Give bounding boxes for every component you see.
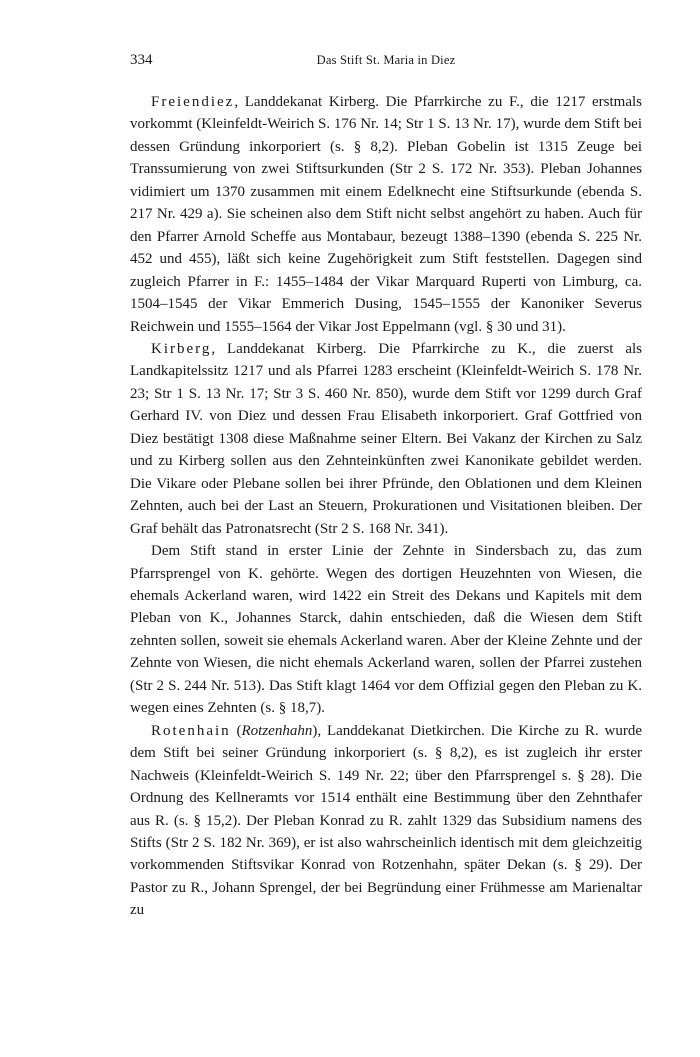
running-title: Das Stift St. Maria in Diez [316,53,456,67]
paragraph-text: , Landdekanat Dietkirchen. Die Kirche zu R. wurde dem Stift bei seiner Gründung inkorporiert (s. § 8,2), es ist zugleich ihr erster Nachweis (Kleinfeldt-Weirich S. 149 Nr. 22; über den Pfarrsprengel s. § 28). Die Ordnung des Kellneramts vor 1514 enthält eine Bestimmung über den Zehnthafer aus R. (s. § 15,2). Der Pleban Konrad zu R. zahlt 1329 das Subsidium namens des Stifts (Str 2 S. 182 Nr. 369), er ist also wahrscheinlich identisch mit dem gleichzeitig vorkommenden Stiftsvikar Konrad von Rotzenhahn, später Dekan (s. § 29). Der Pastor zu R., Johann Sprengel, der bei Begründung einer Frühmesse am Marienaltar zu [130,722,642,919]
variant-name-rotzenhahn: Rotzenhahn [241,722,313,739]
place-name-kirberg: Kirberg [151,340,212,357]
variant-open: ( [230,722,242,739]
body-text [130,91,642,922]
paragraph-text: , Landdekanat Kirberg. Die Pfarrkirche zu K., die zuerst als Landkapitelssitz 1217 und als Pfarrei 1283 erscheint (Kleinfeldt-Weirich S. 178 Nr. 23; Str 1 S. 13 Nr. 17; Str 3 S. 460 Nr. 850), wurde dem Stift vor 1299 durch Graf Gerhard IV. von Diez und dessen Frau Elisabeth inkorporiert. Graf Gottfried von Diez bestätigt 1308 diese Maßnahme seiner Eltern. Bei Vakanz der Kirchen zu Salz und zu Kirberg sollen aus den Zehnteinkünften zwei Kanonikate gebildet werden. Die Vikare oder Plebane sollen bei ihrer Pfründe, den Oblationen und dem Kleinen Zehnten, auch bei der Last an Steuern, Prokurationen und Visitationen bleiben. Der Graf behält das Patronatsrecht (Str 2 S. 168 Nr. 341). [130,340,642,537]
page-number: 334 [130,52,153,68]
paragraph-kirberg [130,338,642,540]
paragraph-sindersbach [130,540,642,720]
page-header [130,52,642,74]
paragraph-text: , Landdekanat Kirberg. Die Pfarrkirche zu F., die 1217 erstmals vorkommt (Kleinfeldt-Weirich S. 176 Nr. 14; Str 1 S. 13 Nr. 17), wurde dem Stift bei dessen Gründung inkorporiert (s. § 8,2). Pleban Gobelin ist 1315 Zeuge bei Transsumierung von zwei Stiftsurkunden (Str 2 S. 172 Nr. 353). Pleban Johannes vidimiert um 1370 zusammen mit einem Edelknecht eine Stiftsurkunde (ebenda S. 217 Nr. 429 a). Sie scheinen also dem Stift nicht selbst angehört zu haben. Auch für den Pfarrer Arnold Scheffe aus Montabaur, bezeugt 1388–1390 (ebenda S. 225 Nr. 452 und 455), läßt sich keine Zugehörigkeit zum Stift feststellen. Dagegen sind zugleich Pfarrer in F.: 1455–1484 der Vikar Marquard Ruperti von Limburg, ca. 1504–1545 der Vikar Emmerich Dusing, 1545–1555 der Kanoniker Severus Reichwein und 1555–1564 der Vikar Jost Eppelmann (vgl. § 30 und 31). [130,94,642,335]
paragraph-text: Dem Stift stand in erster Linie der Zehnte in Sindersbach zu, das zum Pfarrsprengel von K. gehörte. Wegen des dortigen Heuzehnten von Wiesen, die ehemals Ackerland waren, wird 1422 ein Streit des Dekans und Kapitels mit dem Pleban von K., Johannes Starck, dahin entschieden, daß die Wiesen dem Stift zehnten sollen, soweit sie ehemals Ackerland waren. Aber der Kleine Zehnte und der Zehnte von Wiesen, die nicht ehemals Ackerland waren, sollen der Pfarrei zustehen (Str 2 S. 244 Nr. 513). Das Stift klagt 1464 vor dem Offizial gegen den Pleban zu K. wegen eines Zehnten (s. § 18,7). [130,543,642,717]
paragraph-freiendiez [130,91,642,338]
place-name-rotenhain: Rotenhain [151,722,231,739]
place-name-freiendiez: Freiendiez [151,94,235,110]
paragraph-rotenhain [130,720,642,922]
variant-close: ) [312,722,318,739]
